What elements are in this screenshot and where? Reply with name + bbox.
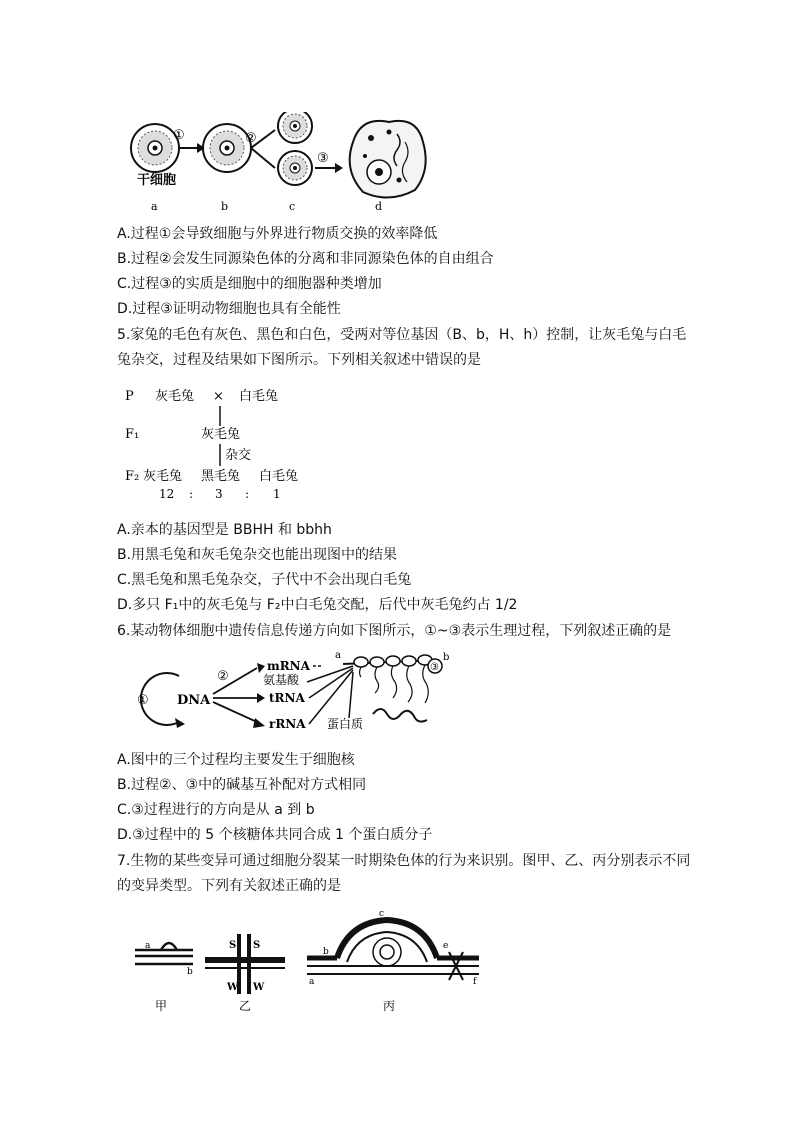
bing-label-f: f	[473, 977, 477, 987]
dna-label: DNA	[177, 693, 211, 708]
yi-caption: 乙	[239, 999, 252, 1013]
fig1-label-d: d	[375, 200, 383, 213]
ratio-colon-2: :	[245, 487, 250, 501]
hybrid-label: 杂交	[225, 448, 252, 463]
cell-c-lower	[278, 151, 312, 185]
cell-c-upper	[278, 112, 312, 143]
step2-label: ②	[245, 131, 257, 146]
bing-label-a: a	[309, 977, 315, 987]
q4-option-c: C.过程③的实质是细胞中的细胞器种类增加	[117, 276, 382, 292]
mrna-end-b: b	[443, 652, 450, 663]
protein-label: 蛋白质	[327, 717, 364, 731]
cross-symbol: ×	[213, 389, 224, 404]
fig1-label-b: b	[221, 200, 229, 213]
figure-jia	[135, 941, 193, 1013]
ratio-12: 12	[159, 487, 175, 501]
f1-label: F₁	[125, 427, 140, 442]
rrna-label: rRNA	[269, 717, 306, 731]
q5-option-b: B.用黑毛兔和灰毛兔杂交也能出现图中的结果	[117, 547, 398, 563]
q5-stem-line2: 兔杂交，过程及结果如下图所示。下列相关叙述中错误的是	[117, 352, 481, 368]
bing-label-b: b	[323, 947, 329, 957]
jia-caption: 甲	[155, 999, 168, 1013]
q7-stem-line2: 的变异类型。下列有关叙述正确的是	[117, 878, 341, 894]
q6-option-a: A.图中的三个过程均主要发生于细胞核	[117, 752, 355, 768]
process-3-label: ③	[430, 662, 439, 673]
q4-option-a: A.过程①会导致细胞与外界进行物质交换的效率降低	[117, 226, 438, 242]
f2-label: F₂	[125, 469, 140, 484]
q6-option-d: D.③过程中的 5 个核糖体共同合成 1 个蛋白质分子	[117, 827, 433, 843]
f2-black-rabbit: 黑毛兔	[201, 469, 241, 484]
mrna-end-a: a	[335, 650, 341, 661]
q6-stem: 6.某动物体细胞中遗传信息传递方向如下图所示，①~③表示生理过程，下列叙述正确的是	[117, 623, 672, 639]
ratio-colon-1: :	[189, 487, 194, 501]
jia-label-a: a	[145, 941, 151, 951]
stem-cell-label: 干细胞	[137, 173, 177, 188]
jia-label-b: b	[187, 967, 193, 977]
ribosomes	[354, 655, 432, 703]
q6-option-b: B.过程②、③中的碱基互补配对方式相同	[117, 777, 367, 793]
yi-label-s1: S	[229, 940, 237, 951]
p-gray-rabbit: 灰毛兔	[155, 389, 195, 404]
fig1-label-c: c	[289, 200, 296, 213]
f2-white-rabbit: 白毛兔	[259, 469, 299, 484]
ratio-1: 1	[273, 487, 281, 501]
q6-option-c: C.③过程进行的方向是从 a 到 b	[117, 802, 315, 818]
ratio-3: 3	[215, 487, 223, 501]
figure-bing	[307, 909, 479, 1013]
yi-label-w2: W	[253, 982, 265, 993]
amino-acid-label: 氨基酸	[263, 673, 300, 687]
q4-option-d: D.过程③证明动物细胞也具有全能性	[117, 301, 341, 317]
bing-label-e: e	[443, 941, 449, 951]
bing-caption: 丙	[383, 999, 396, 1013]
cell-d-differentiated	[350, 121, 426, 198]
q5-option-c: C.黑毛兔和黑毛兔杂交，子代中不会出现白毛兔	[117, 572, 412, 588]
q5-option-a: A.亲本的基因型是 BBHH 和 bbhh	[117, 522, 332, 538]
step3-label: ③	[317, 151, 329, 166]
cell-a	[131, 124, 179, 172]
q7-stem-line1: 7.生物的某些变异可通过细胞分裂某一时期染色体的行为来识别。图甲、乙、丙分别表示不同	[117, 853, 691, 869]
step1-label: ①	[173, 128, 185, 143]
trna-label: tRNA	[269, 691, 305, 705]
figure-stem-cell	[117, 112, 435, 218]
process-2-label: ②	[217, 669, 229, 684]
yi-label-w1: W	[227, 982, 239, 993]
q5-option-d: D.多只 F₁中的灰毛兔与 F₂中白毛兔交配，后代中灰毛兔约占 1/2	[117, 597, 518, 613]
mrna-label: mRNA	[267, 659, 310, 673]
q5-stem-line1: 5.家兔的毛色有灰色、黑色和白色，受两对等位基因（B、b，H、h）控制，让灰毛兔与白毛	[117, 327, 687, 343]
bing-label-c: c	[379, 909, 385, 919]
q4-option-b: B.过程②会发生同源染色体的分离和非同源染色体的自由组合	[117, 251, 494, 267]
fig1-label-a: a	[151, 200, 158, 213]
figure-chromosome-variation	[117, 904, 487, 1020]
yi-label-s2: S	[253, 940, 261, 951]
p-label: P	[125, 389, 134, 404]
figure-yi	[205, 934, 285, 1013]
figure-genetic-info-flow	[117, 646, 463, 742]
f1-gray-rabbit: 灰毛兔	[201, 427, 241, 442]
figure-rabbit-cross	[117, 376, 317, 512]
cell-b	[203, 124, 251, 172]
p-white-rabbit: 白毛兔	[239, 389, 279, 404]
process-1-label: ①	[137, 693, 149, 708]
f2-gray-rabbit: 灰毛兔	[143, 469, 183, 484]
